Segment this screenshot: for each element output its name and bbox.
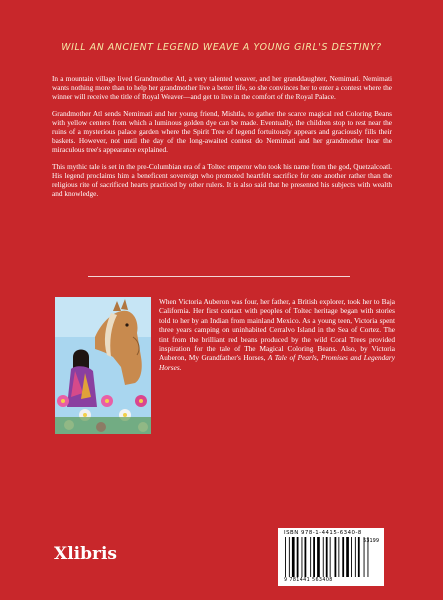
- author-bio: [159, 297, 395, 372]
- publisher-logo: Xlibris: [54, 544, 117, 564]
- price-code: 53199: [363, 538, 379, 544]
- author-bio-text: When Victoria Auberon was four, her father, a British explorer, took her to Baja California. Her first contact with peoples of Toltec heritage began with stories told to her by an Indian from mainland Mexico. As a young teen, Victoria spent three years camping on uninhabited Cerralvo Island in the Sea of Cortez. The tint from the brilliant red beans produced by the wild Coral Trees provided inspiration for the tale of The Magical Coloring Beans. Also, by Victoria Auberon, My Grandfather's Horses,: [159, 297, 395, 363]
- isbn-barcode: [278, 528, 384, 586]
- description-paragraph-2: Grandmother Atl sends Nemimati and her young friend, Mishtla, to gather the scarce magical red Coloring Beans with yellow centers from which a luminous golden dye can be made. Eventually, the children stop to rest near the ruins of a mysterious palace garden where the Spirit Tree of legend fortuitously appears and graciously fills their baskets. However, not until the day of the long-awaited contest do Nemimati and her grandmother hear the miraculous tree's appearance explained.: [52, 108, 392, 155]
- barcode-number: 9 781441 563408: [284, 578, 333, 583]
- section-divider: [88, 276, 350, 277]
- isbn-number: ISBN 978-1-4415-6340-8: [284, 530, 362, 536]
- description-paragraph-1: In a mountain village lived Grandmother Atl, a very talented weaver, and her granddaughter, Nemimati. Nemimati wants nothing more than to help her grandmother live a better life, so she convinces her to enter a contest where the winner will receive the title of Royal Weaver—and get to live in the comfort of the Royal Palace.: [52, 74, 392, 102]
- author-other-book-title: A Tale of Pearls, Promises and Legendary Horses.: [159, 353, 395, 372]
- description-paragraph-3: This mythic tale is set in the pre-Columbian era of a Toltec emperor who took his name from the god, Quetzalcoatl. His legend proclaims him a beneficent sovereign who promoted heartfelt sacrifice for one another rather than the religious rite of sacrificed hearts practiced by other rulers. It is also said that he presented his subjects with wealth and knowledge.: [52, 161, 392, 199]
- book-description: [52, 74, 392, 205]
- back-cover-tagline: WILL AN ANCIENT LEGEND WEAVE A YOUNG GIRL'S DESTINY?: [61, 42, 382, 53]
- author-illustration: [55, 297, 151, 434]
- barcode-bars: [284, 537, 378, 577]
